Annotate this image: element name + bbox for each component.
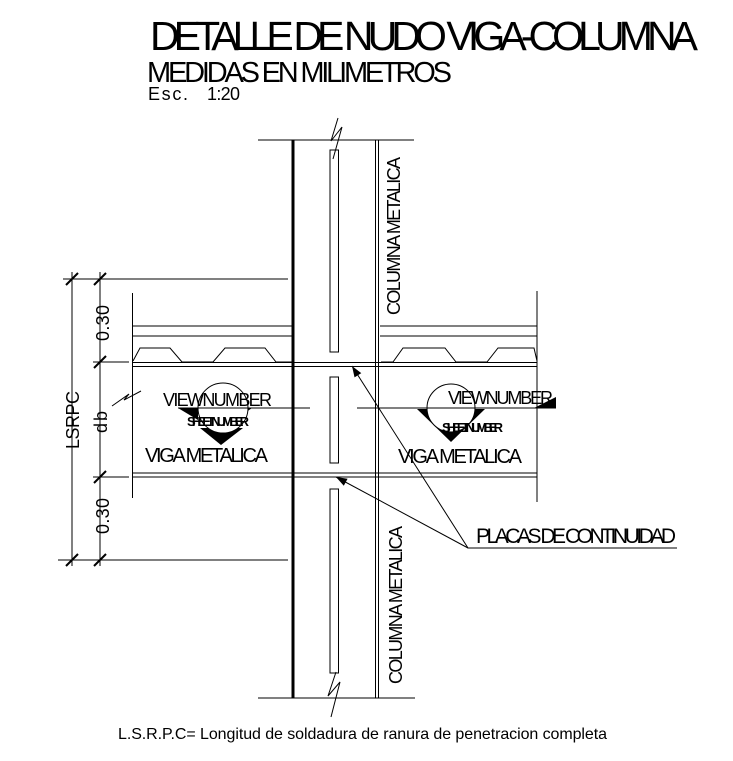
- dim-top-cover: 0.30: [93, 305, 113, 341]
- beam-label-left: VIGA METALICA: [145, 445, 268, 467]
- footnote: L.S.R.P.C= Longitud de soldadura de ranura de penetracion completa: [118, 726, 607, 743]
- page-title: DETALLE DE NUDO VIGA-COLUMNA: [150, 13, 699, 59]
- dim-bottom-cover: 0.30: [93, 498, 113, 534]
- column-label-bottom: COLUMNA METALICA: [386, 526, 406, 684]
- dim-overall: LSRPC: [63, 391, 83, 449]
- sheet-number-left: SHEETNUMBER: [187, 414, 249, 429]
- column-web-lower: [330, 489, 339, 673]
- view-number-left: VIEWNUMBER: [163, 390, 272, 410]
- view-number-right: VIEWNUMBER: [448, 388, 553, 408]
- column-web-upper: [330, 150, 339, 352]
- scale-value: 1:20: [207, 84, 240, 104]
- continuity-plates-label: PLACAS DE CONTINUIDAD: [476, 525, 676, 548]
- column-web-panel: [330, 377, 339, 463]
- dim-beam-depth: db: [91, 411, 111, 433]
- scale-label: Esc.: [148, 84, 188, 104]
- page-subtitle: MEDIDAS EN MILIMETROS: [147, 57, 452, 89]
- column-label-top: COLUMNA METALICA: [384, 157, 404, 315]
- beam-label-right: VIGA METALICA: [398, 446, 522, 468]
- sheet-number-right: SHEETNUMBER: [442, 420, 503, 435]
